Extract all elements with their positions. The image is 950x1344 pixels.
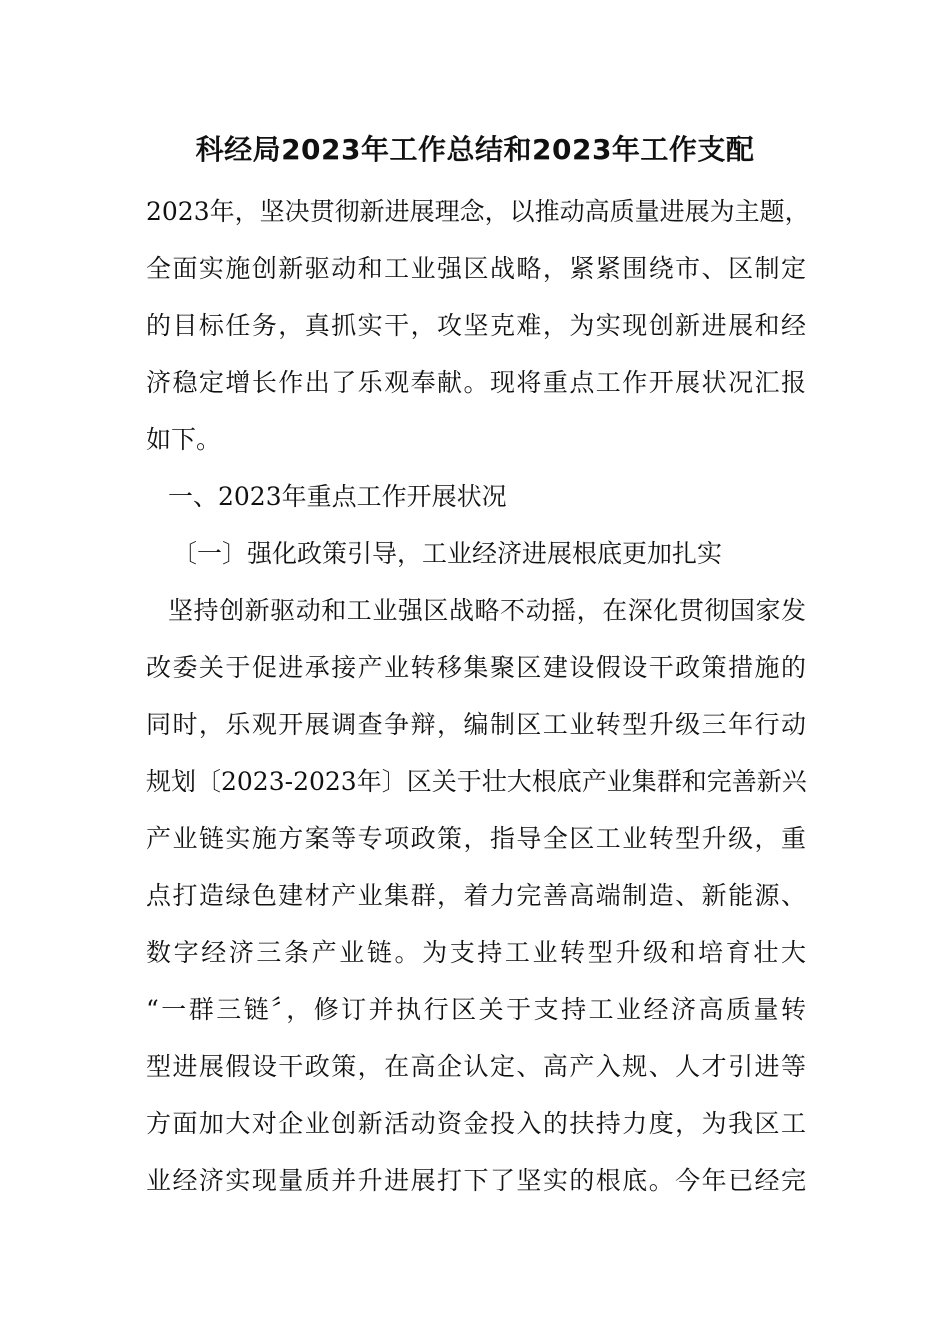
paragraph-line: 业经济实现量质并升进展打下了坚实的根底。今年已经完 <box>146 1166 806 1195</box>
paragraph-line: 产业链实施方案等专项政策，指导全区工业转型升级，重 <box>146 824 806 853</box>
paragraph-line: 规划〔2023-2023年〕区关于壮大根底产业集群和完善新兴 <box>146 767 807 796</box>
paragraph-line: 济稳定增长作出了乐观奉献。现将重点工作开展状况汇报 <box>146 368 806 397</box>
subsection-heading: 〔一〕强化政策引导，工业经济进展根底更加扎实 <box>172 539 723 568</box>
paragraph-line: “一群三链〞，修订并执行区关于支持工业经济高质量转 <box>146 995 806 1024</box>
paragraph-line: 方面加大对企业创新活动资金投入的扶持力度，为我区工 <box>146 1109 806 1138</box>
paragraph-line: 如下。 <box>146 425 222 454</box>
paragraph-line: 同时，乐观开展调查争辩，编制区工业转型升级三年行动 <box>146 710 806 739</box>
paragraph-line: 型进展假设干政策，在高企认定、高产入规、人才引进等 <box>146 1052 806 1081</box>
paragraph-line: 2023年，坚决贯彻新进展理念，以推动高质量进展为主题， <box>146 197 810 226</box>
section-heading: 一、2023年重点工作开展状况 <box>168 482 507 511</box>
paragraph-line: 的目标任务，真抓实干，攻坚克难，为实现创新进展和经 <box>146 311 806 340</box>
paragraph-line: 点打造绿色建材产业集群，着力完善高端制造、新能源、 <box>146 881 806 910</box>
paragraph-line: 坚持创新驱动和工业强区战略不动摇，在深化贯彻国家发 <box>168 596 806 625</box>
paragraph-line: 全面实施创新驱动和工业强区战略，紧紧围绕市、区制定 <box>146 254 806 283</box>
paragraph-line: 改委关于促进承接产业转移集聚区建设假设干政策措施的 <box>146 653 806 682</box>
document-title: 科经局2023年工作总结和2023年工作支配 <box>195 133 755 166</box>
paragraph-line: 数字经济三条产业链。为支持工业转型升级和培育壮大 <box>146 938 806 967</box>
